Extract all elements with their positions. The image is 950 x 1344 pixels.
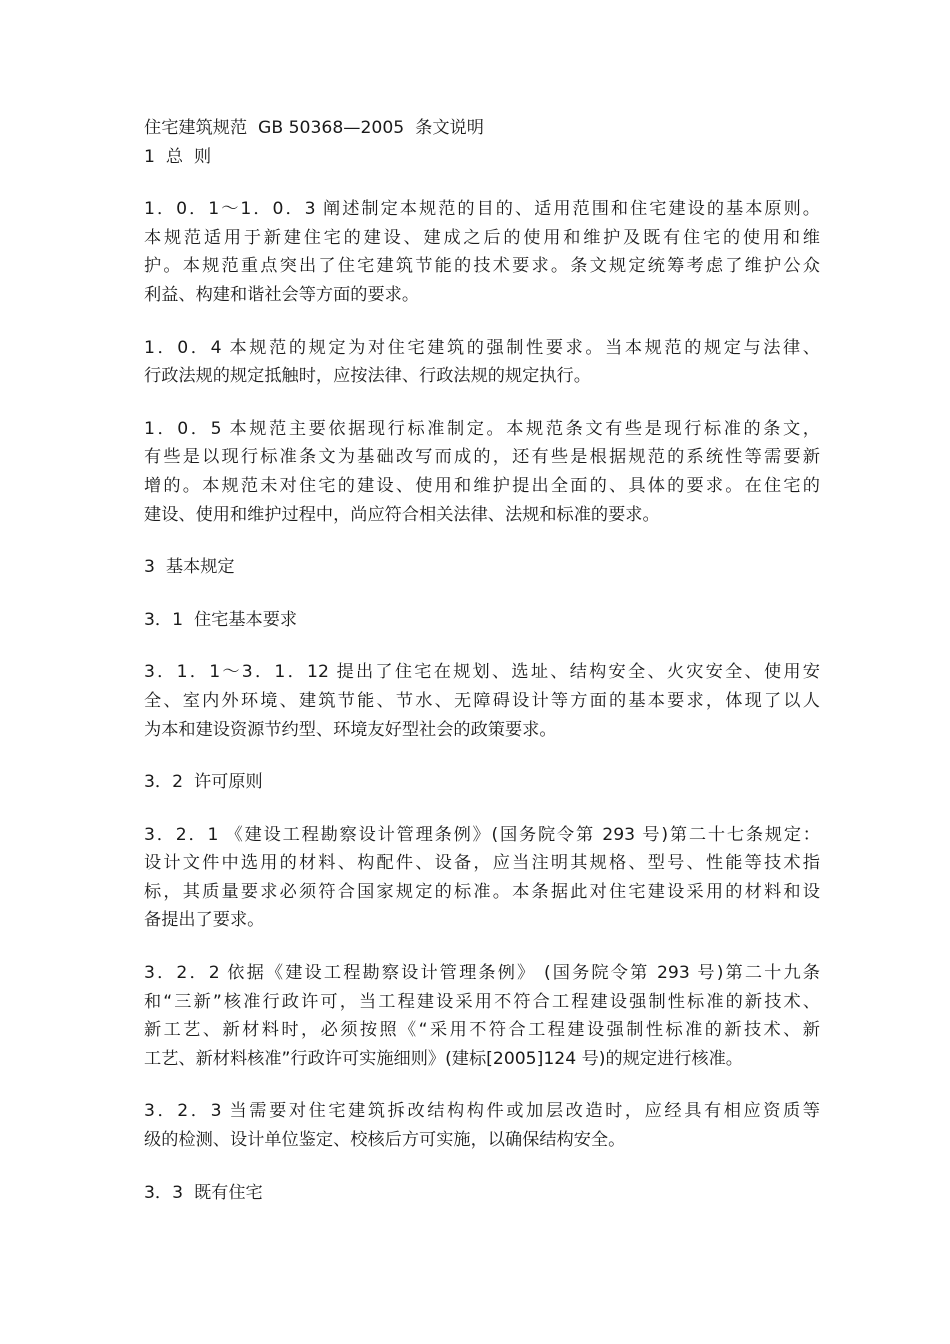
document-title: 住宅建筑规范 GB 50368—2005 条文说明 [144,118,484,138]
paragraph-line: 3．2．1 《建设工程勘察设计管理条例》(国务院令第 293 号)第二十七条规定： [144,824,820,845]
paragraph-3-2-1 [144,821,820,935]
spacer [144,391,820,415]
paragraph-line: 标，其质量要求必须符合国家规定的标准。本条据此对住宅建设采用的材料和设 [144,881,820,902]
paragraph-line: 1．0．1～1．0．3 阐述制定本规范的目的、适用范围和住宅建设的基本原则。 [144,199,820,220]
spacer [144,310,820,334]
paragraph-line: 有些是以现行标准条文为基础改写而成的，还有些是根据规范的系统性等需要新 [144,447,820,468]
paragraph-line: 3．2．3 当需要对住宅建筑拆改结构构件或加层改造时，应经具有相应资质等 [144,1101,820,1122]
paragraph-1-0-4 [144,334,820,391]
paragraph-line: 和“三新”核准行政许可，当工程建设采用不符合工程建设强制性标准的新技术、 [144,991,820,1012]
spacer [144,171,820,195]
spacer [144,1073,820,1097]
paragraph-line: 工艺、新材料核准”行政许可实施细则》(建标[2005]124 号)的规定进行核准。 [144,1048,743,1069]
paragraph-line: 本规范适用于新建住宅的建设、建成之后的使用和维护及既有住宅的使用和维 [144,227,820,248]
chapter-3-heading: 3 基本规定 [144,557,235,578]
paragraph-line: 设计文件中选用的材料、构配件、设备，应当注明其规格、型号、性能等技术指 [144,853,820,874]
paragraph-line: 增的。本规范未对住宅的建设、使用和维护提出全面的、具体的要求。在住宅的 [144,475,820,496]
paragraph-line: 建设、使用和维护过程中，尚应符合相关法律、法规和标准的要求。 [144,504,660,525]
section-3-1-heading: 3．1 住宅基本要求 [144,609,298,630]
spacer [144,634,820,658]
spacer [144,744,820,768]
spacer [144,1155,820,1179]
paragraph-1-0-5 [144,415,820,529]
paragraph-line: 行政法规的规定抵触时，应按法律、行政法规的规定执行。 [144,366,591,387]
spacer [144,935,820,959]
paragraph-line: 利益、构建和谐社会等方面的要求。 [144,284,420,305]
paragraph-line: 3．1．1～3．1．12 提出了住宅在规划、选址、结构安全、火灾安全、使用安 [144,662,820,683]
paragraph-line: 1．0．5 本规范主要依据现行标准制定。本规范条文有些是现行标准的条文， [144,418,820,439]
paragraph-3-2-2 [144,959,820,1073]
paragraph-line: 全、室内外环境、建筑节能、节水、无障碍设计等方面的基本要求，体现了以人 [144,690,820,711]
chapter-1-heading: 1 总 则 [144,146,212,167]
paragraph-3-1-1 [144,658,820,744]
spacer [144,797,820,821]
paragraph-line: 3．2．2 依据《建设工程勘察设计管理条例》 (国务院令第 293 号)第二十九条 [144,963,820,984]
paragraph-line: 备提出了要求。 [144,910,265,931]
paragraph-line: 新工艺、新材料时，必须按照《“采用不符合工程建设强制性标准的新技术、新 [144,1020,820,1041]
paragraph-line: 护。本规范重点突出了住宅建筑节能的技术要求。条文规定统筹考虑了维护公众 [144,256,820,277]
paragraph-1-0-1 [144,195,820,309]
spacer [144,582,820,606]
document-body [144,114,820,1207]
paragraph-line: 1．0．4 本规范的规定为对住宅建筑的强制性要求。当本规范的规定与法律、 [144,337,820,358]
section-3-3-heading: 3．3 既有住宅 [144,1182,263,1203]
paragraph-3-2-3 [144,1097,820,1154]
section-3-2-heading: 3．2 许可原则 [144,772,263,793]
paragraph-line: 为本和建设资源节约型、环境友好型社会的政策要求。 [144,719,557,740]
spacer [144,529,820,553]
paragraph-line: 级的检测、设计单位鉴定、校核后方可实施，以确保结构安全。 [144,1130,626,1151]
